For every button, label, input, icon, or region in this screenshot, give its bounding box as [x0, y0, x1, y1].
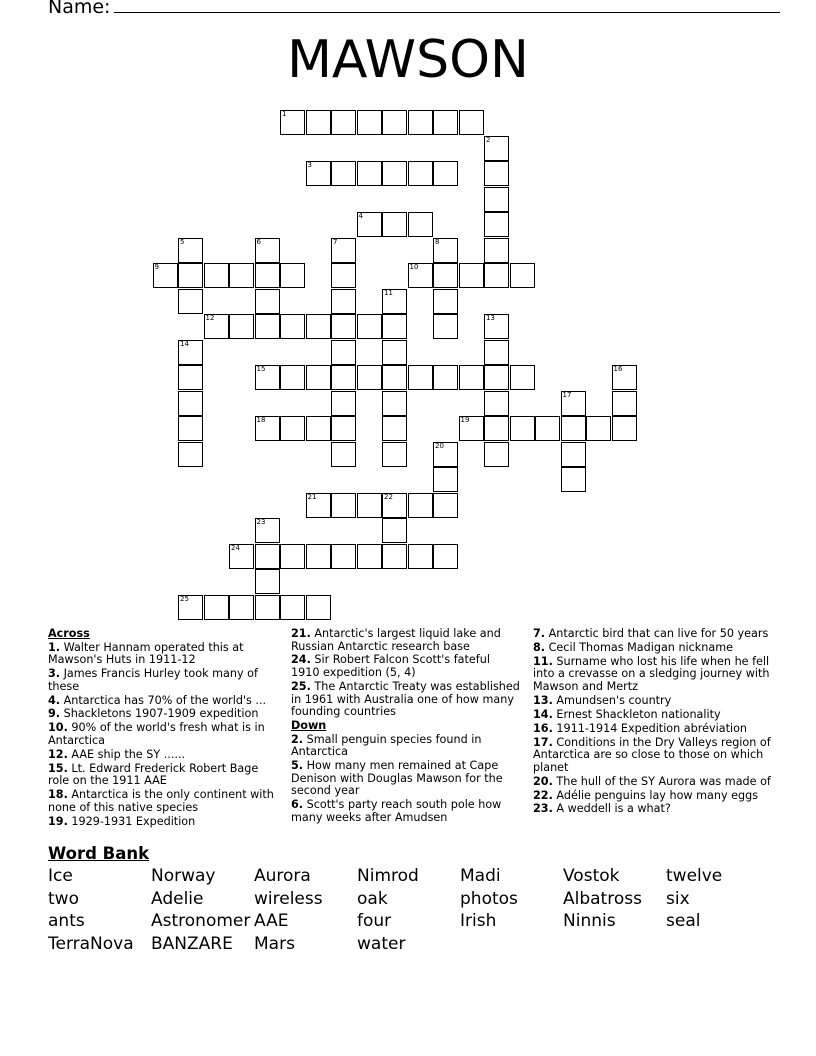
clue-number: 20 — [435, 441, 444, 450]
word-bank-word: ants — [48, 911, 85, 932]
across-clue: 21. Antarctic's largest liquid lake and Russian Antarctic research base — [291, 627, 501, 653]
clue-number: 10 — [409, 263, 419, 271]
clues-column-3 — [533, 628, 773, 817]
clue-number: 8 — [435, 237, 440, 246]
word-bank-word: twelve — [666, 866, 723, 886]
clue-number: 11 — [384, 288, 393, 297]
grid-cell[interactable] — [459, 416, 484, 441]
grid-cell[interactable] — [484, 340, 509, 365]
grid-cell[interactable] — [433, 442, 458, 467]
clue-number: 23 — [256, 518, 266, 526]
grid-cell[interactable] — [178, 365, 203, 390]
down-heading: Down — [291, 719, 327, 733]
word-bank-word: Adelie — [151, 888, 204, 909]
grid-cell[interactable] — [484, 238, 509, 263]
grid-cell[interactable] — [204, 595, 229, 620]
down-clue: 5. How many men remained at Cape Denison with Douglas Mawson for the second year — [291, 759, 503, 798]
grid-cell[interactable] — [280, 416, 305, 441]
grid-cell[interactable] — [484, 212, 509, 237]
grid-cell[interactable] — [204, 263, 229, 288]
down-clue: 14. Ernest Shackleton nationality — [533, 707, 721, 721]
grid-cell[interactable] — [306, 595, 331, 620]
grid-cell[interactable] — [357, 110, 382, 135]
clues-column-1 — [48, 628, 276, 830]
across-clue: 4. Antarctica has 70% of the world's ... — [48, 693, 267, 707]
grid-cell[interactable] — [280, 544, 305, 569]
grid-cell[interactable] — [331, 110, 356, 135]
grid-cell[interactable] — [612, 365, 637, 390]
grid-cell[interactable] — [255, 544, 280, 569]
grid-cell[interactable] — [484, 187, 509, 212]
grid-cell[interactable] — [178, 263, 203, 288]
grid-cell[interactable] — [433, 110, 458, 135]
grid-cell[interactable] — [357, 212, 382, 237]
grid-cell[interactable] — [178, 238, 203, 263]
word-bank-word: Aurora — [254, 866, 311, 886]
grid-cell[interactable] — [306, 161, 331, 186]
grid-cell[interactable] — [484, 136, 509, 161]
word-bank-word: four — [357, 911, 392, 932]
clue-number: 22 — [384, 492, 393, 501]
grid-cell[interactable] — [433, 314, 458, 339]
grid-cell[interactable] — [306, 416, 331, 441]
grid-cell[interactable] — [229, 314, 254, 339]
grid-cell[interactable] — [331, 314, 356, 339]
grid-cell[interactable] — [408, 110, 433, 135]
word-bank-word: wireless — [254, 888, 323, 909]
grid-cell[interactable] — [433, 161, 458, 186]
down-clue: 2. Small penguin species found in Antarctica — [291, 732, 482, 759]
down-clue: 13. Amundsen's country — [533, 693, 672, 707]
grid-cell[interactable] — [255, 595, 280, 620]
grid-cell[interactable] — [612, 391, 637, 416]
down-clue: 8. Cecil Thomas Madigan nickname — [533, 640, 734, 654]
grid-cell[interactable] — [280, 365, 305, 390]
grid-cell[interactable] — [510, 365, 535, 390]
grid-cell[interactable] — [382, 391, 407, 416]
grid-cell[interactable] — [331, 289, 356, 314]
clue-number: 16 — [613, 365, 623, 373]
clue-number: 6 — [256, 237, 261, 246]
down-clue: 23. A weddell is a what? — [533, 802, 671, 816]
grid-cell[interactable] — [382, 110, 407, 135]
grid-cell[interactable] — [382, 289, 407, 314]
grid-cell[interactable] — [612, 416, 637, 441]
grid-cell[interactable] — [280, 110, 305, 135]
grid-cell[interactable] — [382, 544, 407, 569]
word-bank-word: BANZARE — [151, 933, 233, 954]
grid-cell[interactable] — [204, 314, 229, 339]
grid-cell[interactable] — [178, 442, 203, 467]
clue-number: 24 — [231, 543, 240, 552]
word-bank-word: Madi — [460, 866, 501, 886]
word-bank-word: water — [357, 933, 406, 954]
grid-cell[interactable] — [433, 493, 458, 518]
down-clue: 11. Surname who lost his life when he fell into a crevasse on a sledging journey with Mawson and Mertz — [533, 654, 770, 693]
grid-cell[interactable] — [561, 467, 586, 492]
grid-cell[interactable] — [459, 263, 484, 288]
grid-cell[interactable] — [357, 314, 382, 339]
grid-cell[interactable] — [178, 391, 203, 416]
grid-cell[interactable] — [484, 442, 509, 467]
clue-number: 12 — [205, 314, 215, 322]
clue-number: 25 — [180, 594, 189, 603]
clue-number: 21 — [307, 492, 317, 501]
grid-cell[interactable] — [484, 416, 509, 441]
clue-number: 1 — [282, 110, 287, 118]
grid-cell[interactable] — [306, 110, 331, 135]
word-bank-word: seal — [666, 911, 701, 932]
across-clue: 24. Sir Robert Falcon Scott's fateful 1910 expedition (5, 4) — [291, 653, 490, 680]
grid-cell[interactable] — [484, 365, 509, 390]
across-clue: 10. 90% of the world's fresh what is in Antarctica — [48, 721, 265, 747]
grid-cell[interactable] — [357, 493, 382, 518]
clue-number: 14 — [180, 339, 189, 348]
down-clue: 6. Scott's party reach south pole how many weeks after Amudsen — [291, 798, 502, 824]
clue-number: 15 — [256, 365, 266, 373]
grid-cell[interactable] — [255, 518, 280, 543]
across-clue: 3. James Francis Hurley took many of these — [48, 667, 258, 693]
grid-cell[interactable] — [178, 340, 203, 365]
down-clue: 16. 1911-1914 Expedition abréviation — [533, 721, 748, 735]
across-clue: 15. Lt. Edward Frederick Robert Bage role on the 1911 AAE — [48, 761, 259, 788]
grid-cell[interactable] — [510, 416, 535, 441]
grid-cell[interactable] — [178, 416, 203, 441]
grid-cell[interactable] — [408, 212, 433, 237]
down-clue: 17. Conditions in the Dry Valleys region of Antarctica are so close to those on which planet — [533, 735, 771, 774]
across-clue: 25. The Antarctic Treaty was established in 1961 with Australia one of how many founding countries — [291, 679, 520, 719]
grid-cell[interactable] — [382, 161, 407, 186]
grid-cell[interactable] — [408, 365, 433, 390]
grid-cell[interactable] — [229, 263, 254, 288]
grid-cell[interactable] — [229, 595, 254, 620]
down-clue: 20. The hull of the SY Aurora was made of — [533, 774, 771, 788]
grid-cell[interactable] — [280, 595, 305, 620]
name-underline[interactable] — [114, 0, 780, 13]
across-clue: 18. Antarctica is the only continent with none of this native species — [48, 788, 274, 814]
word-bank-word: TerraNova — [48, 933, 134, 954]
grid-cell[interactable] — [510, 263, 535, 288]
grid-cell[interactable] — [561, 391, 586, 416]
grid-cell[interactable] — [357, 365, 382, 390]
grid-cell[interactable] — [382, 314, 407, 339]
grid-cell[interactable] — [433, 467, 458, 492]
word-bank-word: two — [48, 888, 79, 909]
grid-cell[interactable] — [280, 314, 305, 339]
grid-cell[interactable] — [306, 314, 331, 339]
grid-cell[interactable] — [484, 314, 509, 339]
clue-number: 13 — [486, 314, 495, 322]
clue-number: 2 — [486, 135, 491, 144]
word-bank-word: AAE — [254, 911, 289, 932]
word-bank — [48, 866, 768, 956]
word-bank-word: six — [666, 888, 690, 909]
page-title: MAWSON — [287, 30, 529, 90]
grid-cell[interactable] — [306, 365, 331, 390]
word-bank-word: Ninnis — [563, 911, 616, 932]
grid-cell[interactable] — [459, 110, 484, 135]
grid-cell[interactable] — [306, 493, 331, 518]
grid-cell[interactable] — [586, 416, 611, 441]
grid-cell[interactable] — [255, 569, 280, 594]
clue-number: 19 — [460, 416, 470, 424]
grid-cell[interactable] — [382, 518, 407, 543]
grid-cell[interactable] — [535, 416, 560, 441]
grid-cell[interactable] — [433, 544, 458, 569]
grid-cell[interactable] — [408, 544, 433, 569]
word-bank-word: oak — [357, 888, 388, 909]
clue-number: 4 — [358, 212, 363, 220]
grid-cell[interactable] — [484, 391, 509, 416]
grid-cell[interactable] — [484, 263, 509, 288]
grid-cell[interactable] — [408, 161, 433, 186]
across-clue: 12. AAE ship the SY ...... — [48, 747, 186, 761]
grid-cell[interactable] — [178, 595, 203, 620]
grid-cell[interactable] — [331, 391, 356, 416]
clue-number: 17 — [562, 390, 572, 399]
grid-cell[interactable] — [433, 263, 458, 288]
word-bank-word: Nimrod — [357, 866, 419, 886]
word-bank-title: Word Bank — [48, 844, 150, 863]
grid-cell[interactable] — [178, 289, 203, 314]
grid-cell[interactable] — [255, 238, 280, 263]
grid-cell[interactable] — [331, 340, 356, 365]
grid-cell[interactable] — [255, 314, 280, 339]
grid-cell[interactable] — [331, 365, 356, 390]
grid-cell[interactable] — [357, 161, 382, 186]
grid-cell[interactable] — [153, 263, 178, 288]
down-clue: 7. Antarctic bird that can live for 50 years — [533, 627, 769, 640]
across-clue: 1. Walter Hannam operated this at Mawson's Huts in 1911-12 — [48, 640, 244, 667]
grid-cell[interactable] — [408, 263, 433, 288]
grid-cell[interactable] — [255, 365, 280, 390]
grid-cell[interactable] — [331, 161, 356, 186]
grid-cell[interactable] — [331, 493, 356, 518]
grid-cell[interactable] — [255, 289, 280, 314]
down-clue: 22. Adélie penguins lay how many eggs — [533, 788, 759, 802]
across-clue: 9. Shackletons 1907-1909 expedition — [48, 707, 259, 721]
grid-cell[interactable] — [433, 365, 458, 390]
word-bank-word: Vostok — [563, 866, 620, 886]
grid-cell[interactable] — [331, 442, 356, 467]
clue-number: 3 — [307, 161, 312, 169]
word-bank-word: Norway — [151, 866, 216, 886]
grid-cell[interactable] — [408, 493, 433, 518]
word-bank-word: photos — [460, 888, 518, 909]
grid-cell[interactable] — [331, 263, 356, 288]
name-label: Name: — [48, 0, 111, 18]
grid-cell[interactable] — [382, 416, 407, 441]
grid-cell[interactable] — [433, 289, 458, 314]
grid-cell[interactable] — [331, 544, 356, 569]
word-bank-word: Ice — [48, 866, 73, 886]
grid-cell[interactable] — [331, 238, 356, 263]
name-field — [48, 0, 780, 18]
grid-cell[interactable] — [382, 493, 407, 518]
grid-cell[interactable] — [561, 416, 586, 441]
clues-column-2 — [291, 628, 521, 826]
word-bank-word: Mars — [254, 933, 295, 954]
grid-cell[interactable] — [306, 544, 331, 569]
clue-number: 7 — [333, 237, 338, 246]
grid-cell[interactable] — [382, 340, 407, 365]
grid-cell[interactable] — [433, 238, 458, 263]
grid-cell[interactable] — [382, 212, 407, 237]
grid-cell[interactable] — [484, 161, 509, 186]
word-bank-word: Albatross — [563, 888, 642, 909]
grid-cell[interactable] — [280, 263, 305, 288]
clue-number: 9 — [154, 263, 159, 271]
grid-cell[interactable] — [561, 442, 586, 467]
word-bank-word: Astronomer — [151, 911, 251, 932]
grid-cell[interactable] — [382, 365, 407, 390]
grid-cell[interactable] — [357, 544, 382, 569]
across-heading: Across — [48, 627, 90, 640]
word-bank-word: Irish — [460, 911, 497, 932]
grid-cell[interactable] — [255, 263, 280, 288]
grid-cell[interactable] — [229, 544, 254, 569]
clue-number: 5 — [180, 237, 185, 246]
grid-cell[interactable] — [459, 365, 484, 390]
across-clue: 19. 1929-1931 Expedition — [48, 814, 196, 828]
grid-cell[interactable] — [331, 416, 356, 441]
clue-number: 18 — [256, 416, 266, 424]
grid-cell[interactable] — [382, 442, 407, 467]
grid-cell[interactable] — [255, 416, 280, 441]
